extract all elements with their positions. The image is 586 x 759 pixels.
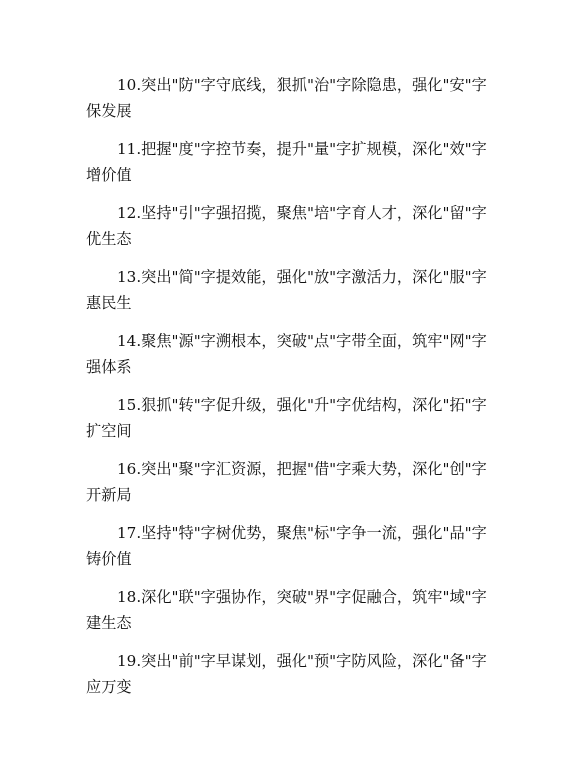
list-item: 16.突出"聚"字汇资源，把握"借"字乘大势，深化"创"字开新局 (86, 460, 487, 504)
list-item: 15.狠抓"转"字促升级，强化"升"字优结构，深化"拓"字扩空间 (86, 396, 487, 440)
list-item: 14.聚焦"源"字溯根本，突破"点"字带全面，筑牢"网"字强体系 (86, 332, 487, 376)
list-item: 10.突出"防"字守底线，狠抓"治"字除隐患，强化"安"字保发展 (86, 76, 487, 120)
list-item: 19.突出"前"字早谋划，强化"预"字防风险，深化"备"字应万变 (86, 652, 487, 696)
list-item: 11.把握"度"字控节奏，提升"量"字扩规模，深化"效"字增价值 (86, 140, 487, 184)
slogan-list (86, 72, 500, 712)
list-item: 17.坚持"特"字树优势，聚焦"标"字争一流，强化"品"字铸价值 (86, 524, 487, 568)
list-item: 13.突出"简"字提效能，强化"放"字激活力，深化"服"字惠民生 (86, 268, 487, 312)
list-item: 12.坚持"引"字强招揽，聚焦"培"字育人才，深化"留"字优生态 (86, 204, 487, 248)
list-item: 18.深化"联"字强协作，突破"界"字促融合，筑牢"域"字建生态 (86, 588, 487, 632)
